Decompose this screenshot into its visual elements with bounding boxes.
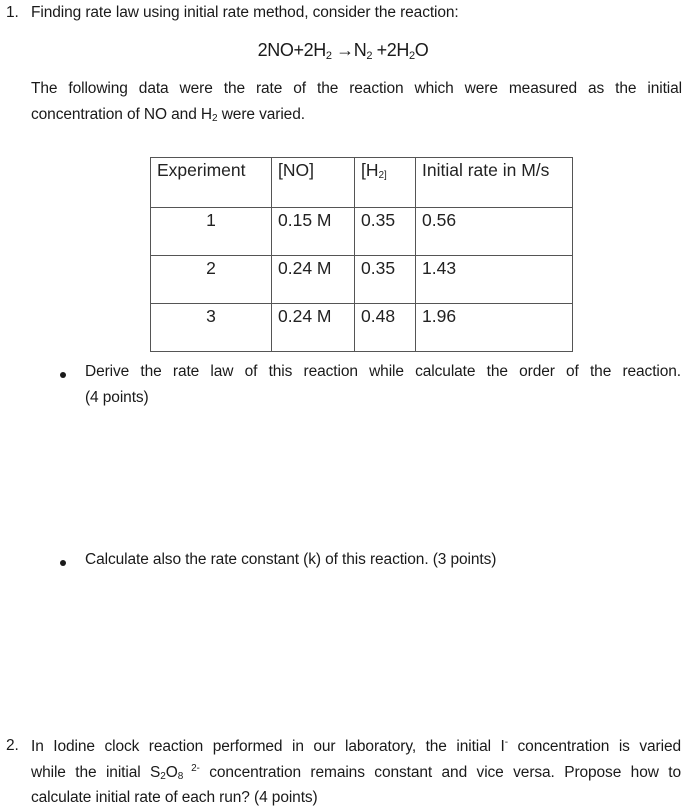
cell-rate: 1.96	[416, 304, 573, 352]
table-row	[151, 256, 573, 304]
bullet-1-line-2: (4 points)	[85, 389, 149, 406]
bullet-icon	[60, 372, 66, 378]
table-row	[151, 304, 573, 352]
question-2-number: 2.	[6, 737, 19, 754]
cell-h2: 0.35	[355, 256, 416, 304]
question-1-intro: Finding rate law using initial rate method, consider the reaction:	[31, 4, 459, 21]
text: O	[165, 764, 178, 781]
question-2-line-3: calculate initial rate of each run? (4 points)	[31, 789, 318, 806]
equation-subscript: 2	[409, 50, 415, 62]
equation-part: O	[414, 40, 429, 60]
equation-arrow: →N	[331, 40, 367, 60]
bullet-icon	[60, 560, 66, 566]
subscript: 2	[212, 113, 218, 124]
text: concentration of NO and H	[31, 106, 213, 123]
header-no: [NO]	[272, 158, 355, 208]
cell-h2: 0.35	[355, 208, 416, 256]
description-line-2	[31, 106, 305, 124]
description-line-1: The following data were the rate of the reaction which were measured as the initial	[31, 80, 682, 97]
cell-rate: 0.56	[416, 208, 573, 256]
bullet-1-line-1: Derive the rate law of this reaction while calculate the order of the reaction.	[85, 363, 681, 380]
subscript: 2]	[378, 170, 387, 181]
header-experiment: Experiment	[151, 158, 272, 208]
cell-no: 0.24 M	[272, 256, 355, 304]
rate-data-table	[150, 157, 573, 352]
reaction-equation	[0, 40, 686, 62]
text: were varied.	[217, 106, 305, 123]
table-header-row	[151, 158, 573, 208]
cell-experiment: 3	[151, 304, 272, 352]
equation-part: +2H	[372, 40, 409, 60]
header-h2	[355, 158, 416, 208]
cell-rate: 1.43	[416, 256, 573, 304]
header-initial-rate: Initial rate in M/s	[416, 158, 573, 208]
cell-experiment: 1	[151, 208, 272, 256]
question-2-line-2	[31, 763, 681, 782]
subscript: 8	[177, 771, 184, 782]
equation-part: 2NO+2H	[257, 40, 326, 60]
equation-subscript: 2	[325, 50, 332, 62]
table-row	[151, 208, 573, 256]
question-1-number: 1.	[6, 4, 19, 21]
text: while the initial S	[31, 764, 161, 781]
text: concentration is varied	[507, 738, 681, 755]
subscript: 2	[160, 771, 166, 782]
equation-subscript: 2	[366, 50, 373, 62]
cell-no: 0.24 M	[272, 304, 355, 352]
question-2-line-1	[31, 737, 681, 756]
text: concentration remains constant and vice versa. Propose how to	[199, 764, 681, 781]
superscript: 2-	[183, 763, 200, 774]
cell-experiment: 2	[151, 256, 272, 304]
text: [H	[361, 160, 379, 180]
cell-no: 0.15 M	[272, 208, 355, 256]
cell-h2: 0.48	[355, 304, 416, 352]
superscript: -	[504, 737, 508, 748]
text: In Iodine clock reaction performed in our laboratory, the initial I	[31, 738, 505, 755]
bullet-2-line-1: Calculate also the rate constant (k) of this reaction. (3 points)	[85, 551, 497, 568]
